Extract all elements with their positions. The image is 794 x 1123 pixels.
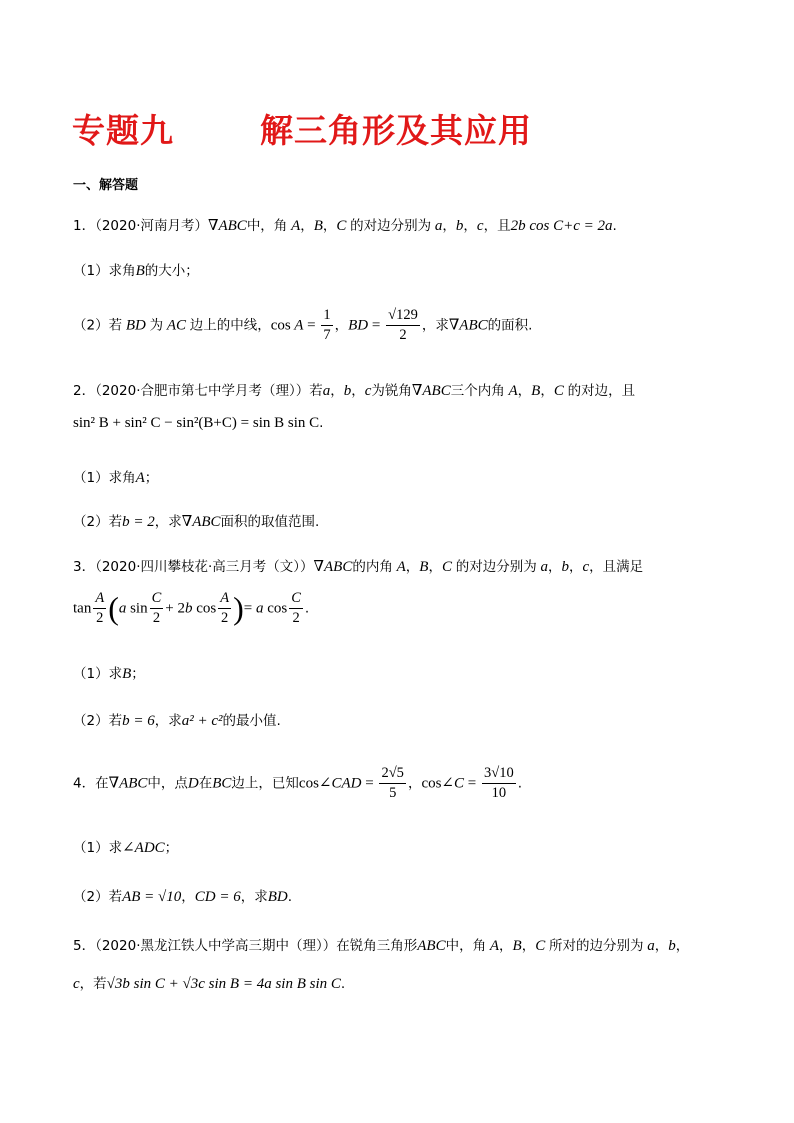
- problem-4-q2: （2）若AB = √10，CD = 6，求BD.: [73, 889, 293, 905]
- problem-4-q1: （1）求∠ADC；: [73, 840, 179, 856]
- problem-4-stem: 4．在∇ABC中，点D在BC边上，已知cos∠CAD = $\frac{2√5}{5}$ ，cos∠C = $\frac{3√10}{10}$ .: [73, 765, 523, 801]
- problem-2-q2: （2）若b = 2，求∇ABC面积的取值范围.: [73, 514, 320, 530]
- fraction: $\frac{3√10}{10}$: [484, 765, 514, 801]
- document-title: [72, 105, 722, 153]
- problem-3-condition: tan $\frac{A}{2}$ (a sin $\frac{C}{2}$ + 2b cos $\frac{A}{2}$ )= a cos $\frac{C}{2}$ .: [73, 590, 310, 626]
- problem-1-q2: （2）若 BD 为 AC 边上的中线，cos A = $\frac{1}{7}$ ，BD = $\frac{√129}{2}$ ，求∇ABC的面积.: [73, 307, 533, 343]
- problem-2-stem: 2．（2020·合肥市第七中学月考（理））若a，b，c为锐角∇ABC三个内角 A，B，C 的对边，且: [73, 383, 636, 399]
- title-topic-name: 解三角形及其应用: [260, 111, 532, 150]
- problem-3-q2: （2）若b = 6，求a² + c²的最小值.: [73, 713, 281, 729]
- problem-5-condition: c，若√3b sin C + √3c sin B = 4a sin B sin C.: [73, 976, 346, 992]
- fraction: $\frac{2√5}{5}$: [381, 765, 404, 801]
- problem-1-q1: （1）求角B的大小；: [73, 263, 199, 279]
- title-topic-number: 专题九: [72, 111, 174, 150]
- problem-3-stem: 3．（2020·四川攀枝花·高三月考（文））∇ABC的内角 A，B，C 的对边分别为 a，b，c，且满足: [73, 559, 644, 575]
- problem-2-q1: （1）求角A；: [73, 470, 159, 486]
- problem-2-condition: sin² B + sin² C − sin²(B+C) = sin B sin C.: [73, 415, 324, 431]
- section-heading: 一、解答题: [73, 178, 139, 193]
- problem-5-stem: 5．（2020·黑龙江铁人中学高三期中（理））在锐角三角形ABC中，角 A，B，C 所对的边分别为 a，b，: [73, 938, 690, 954]
- problem-1-stem: 1．（2020·河南月考）∇ABC中，角 A，B，C 的对边分别为 a，b，c，且2b cos C+c = 2a.: [73, 218, 617, 234]
- fraction: $\frac{√129}{2}$: [388, 307, 418, 343]
- fraction: $\frac{1}{7}$: [323, 307, 331, 343]
- problem-3-q1: （1）求B；: [73, 666, 145, 682]
- problem-1-condition: 2b cos C+c = 2a: [510, 218, 613, 234]
